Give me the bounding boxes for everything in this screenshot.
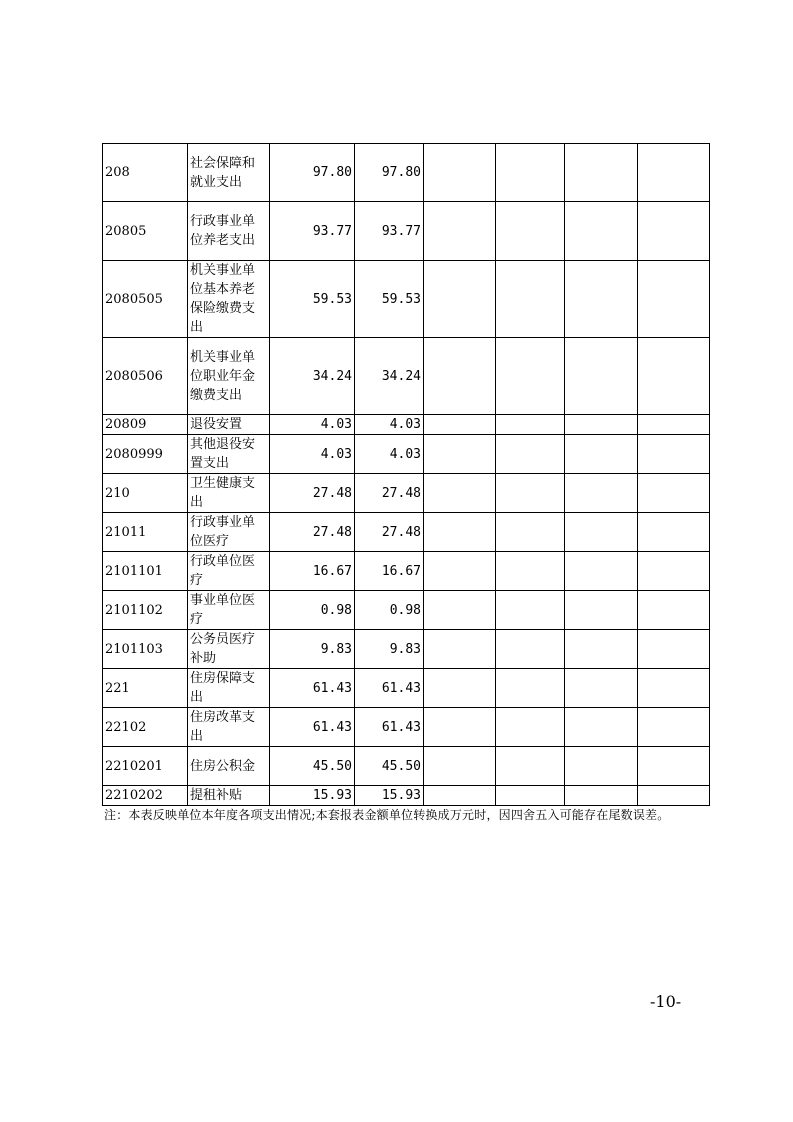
empty-cell: [496, 708, 565, 747]
row-name: 提租补贴: [188, 786, 270, 806]
row-total: 9.83: [270, 630, 355, 669]
empty-cell: [496, 630, 565, 669]
table-row: [103, 747, 710, 786]
empty-cell: [565, 591, 638, 630]
row-basic: 34.24: [355, 338, 424, 415]
row-name: 行政单位医疗: [188, 552, 270, 591]
empty-cell: [424, 144, 496, 202]
row-code: 20809: [103, 415, 188, 435]
table-row: [103, 513, 710, 552]
row-name: 社会保障和就业支出: [188, 144, 270, 202]
row-code: 210: [103, 474, 188, 513]
empty-cell: [424, 513, 496, 552]
row-name: 机关事业单位基本养老保险缴费支出: [188, 261, 270, 338]
row-basic: 16.67: [355, 552, 424, 591]
row-total: 0.98: [270, 591, 355, 630]
row-basic: 97.80: [355, 144, 424, 202]
table-row: [103, 474, 710, 513]
row-basic: 4.03: [355, 415, 424, 435]
row-code: 22102: [103, 708, 188, 747]
empty-cell: [638, 630, 710, 669]
empty-cell: [638, 669, 710, 708]
row-basic: 15.93: [355, 786, 424, 806]
empty-cell: [424, 474, 496, 513]
row-total: 27.48: [270, 513, 355, 552]
empty-cell: [638, 144, 710, 202]
row-code: 208: [103, 144, 188, 202]
empty-cell: [565, 338, 638, 415]
empty-cell: [565, 202, 638, 261]
row-code: 2080999: [103, 435, 188, 474]
empty-cell: [638, 261, 710, 338]
empty-cell: [424, 669, 496, 708]
empty-cell: [424, 338, 496, 415]
empty-cell: [638, 338, 710, 415]
row-basic: 4.03: [355, 435, 424, 474]
row-name: 公务员医疗补助: [188, 630, 270, 669]
empty-cell: [496, 144, 565, 202]
table-body: [103, 144, 710, 806]
table-row: [103, 415, 710, 435]
row-total: 4.03: [270, 415, 355, 435]
empty-cell: [638, 708, 710, 747]
empty-cell: [565, 552, 638, 591]
table-row: [103, 261, 710, 338]
empty-cell: [424, 202, 496, 261]
row-name: 退役安置: [188, 415, 270, 435]
empty-cell: [565, 474, 638, 513]
row-basic: 0.98: [355, 591, 424, 630]
row-code: 2101101: [103, 552, 188, 591]
row-total: 16.67: [270, 552, 355, 591]
empty-cell: [565, 708, 638, 747]
row-name: 机关事业单位职业年金缴费支出: [188, 338, 270, 415]
table-row: [103, 435, 710, 474]
empty-cell: [638, 202, 710, 261]
empty-cell: [565, 747, 638, 786]
row-code: 21011: [103, 513, 188, 552]
row-name: 卫生健康支出: [188, 474, 270, 513]
table-row: [103, 202, 710, 261]
empty-cell: [496, 513, 565, 552]
empty-cell: [424, 435, 496, 474]
table-row: [103, 552, 710, 591]
row-name: 行政事业单位养老支出: [188, 202, 270, 261]
page-number: -10-: [650, 992, 682, 1011]
empty-cell: [638, 747, 710, 786]
empty-cell: [565, 144, 638, 202]
row-basic: 61.43: [355, 669, 424, 708]
empty-cell: [496, 669, 565, 708]
table-row: [103, 786, 710, 806]
table-footnote: 注：本表反映单位本年度各项支出情况;本套报表金额单位转换成万元时，因四舍五入可能存在尾数误差。: [104, 808, 670, 822]
empty-cell: [638, 552, 710, 591]
empty-cell: [638, 786, 710, 806]
empty-cell: [496, 474, 565, 513]
table-row: [103, 630, 710, 669]
empty-cell: [496, 261, 565, 338]
row-basic: 27.48: [355, 474, 424, 513]
row-name: 住房公积金: [188, 747, 270, 786]
row-basic: 61.43: [355, 708, 424, 747]
empty-cell: [638, 435, 710, 474]
row-total: 27.48: [270, 474, 355, 513]
empty-cell: [638, 513, 710, 552]
row-name: 行政事业单位医疗: [188, 513, 270, 552]
row-code: 2101103: [103, 630, 188, 669]
empty-cell: [424, 261, 496, 338]
table-row: [103, 591, 710, 630]
row-total: 15.93: [270, 786, 355, 806]
row-total: 59.53: [270, 261, 355, 338]
row-code: 20805: [103, 202, 188, 261]
row-basic: 9.83: [355, 630, 424, 669]
empty-cell: [496, 415, 565, 435]
row-basic: 59.53: [355, 261, 424, 338]
row-name: 住房保障支出: [188, 669, 270, 708]
row-basic: 45.50: [355, 747, 424, 786]
row-name: 住房改革支出: [188, 708, 270, 747]
empty-cell: [424, 552, 496, 591]
empty-cell: [496, 591, 565, 630]
empty-cell: [638, 474, 710, 513]
table-row: [103, 669, 710, 708]
empty-cell: [424, 786, 496, 806]
empty-cell: [496, 202, 565, 261]
empty-cell: [496, 338, 565, 415]
row-total: 61.43: [270, 669, 355, 708]
row-code: 2101102: [103, 591, 188, 630]
empty-cell: [565, 786, 638, 806]
empty-cell: [496, 786, 565, 806]
row-name: 其他退役安置支出: [188, 435, 270, 474]
row-total: 45.50: [270, 747, 355, 786]
row-total: 97.80: [270, 144, 355, 202]
expenditure-table: [102, 143, 710, 806]
empty-cell: [565, 415, 638, 435]
table-row: [103, 144, 710, 202]
row-name: 事业单位医疗: [188, 591, 270, 630]
row-basic: 27.48: [355, 513, 424, 552]
row-basic: 93.77: [355, 202, 424, 261]
empty-cell: [565, 513, 638, 552]
empty-cell: [496, 435, 565, 474]
empty-cell: [638, 591, 710, 630]
empty-cell: [565, 261, 638, 338]
empty-cell: [424, 747, 496, 786]
row-total: 93.77: [270, 202, 355, 261]
row-code: 2210202: [103, 786, 188, 806]
empty-cell: [424, 591, 496, 630]
empty-cell: [496, 552, 565, 591]
empty-cell: [424, 630, 496, 669]
table-row: [103, 338, 710, 415]
row-code: 2080506: [103, 338, 188, 415]
empty-cell: [565, 630, 638, 669]
row-code: 2210201: [103, 747, 188, 786]
empty-cell: [565, 435, 638, 474]
table-row: [103, 708, 710, 747]
row-total: 61.43: [270, 708, 355, 747]
empty-cell: [565, 669, 638, 708]
empty-cell: [424, 415, 496, 435]
row-code: 2080505: [103, 261, 188, 338]
empty-cell: [424, 708, 496, 747]
empty-cell: [638, 415, 710, 435]
empty-cell: [496, 747, 565, 786]
row-total: 4.03: [270, 435, 355, 474]
row-total: 34.24: [270, 338, 355, 415]
row-code: 221: [103, 669, 188, 708]
